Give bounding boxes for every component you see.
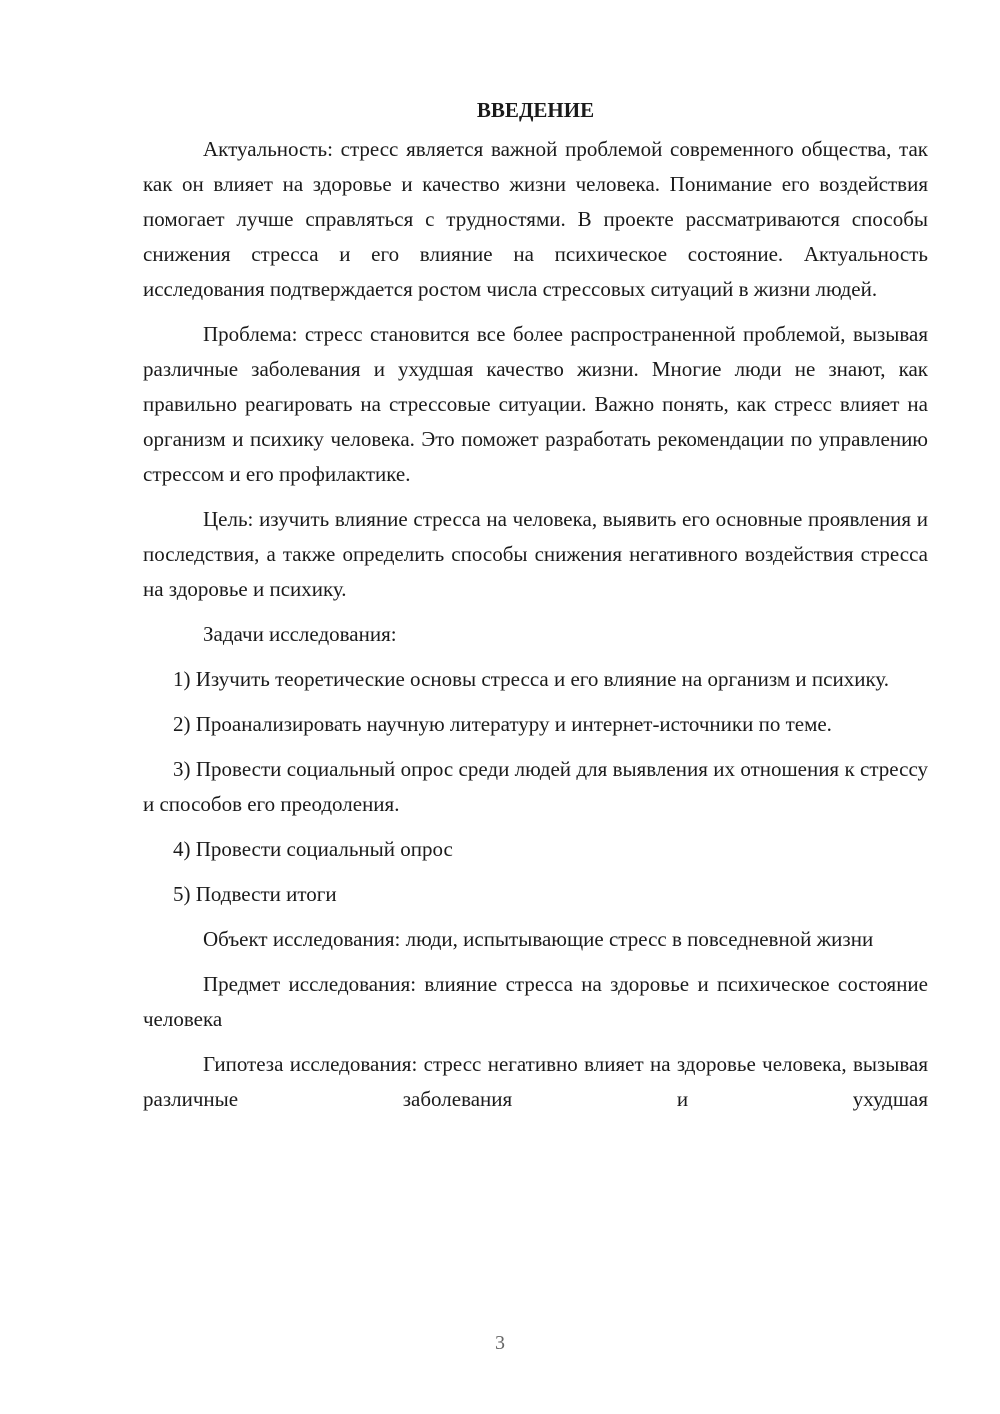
tasks-title: Задачи исследования: <box>203 622 397 646</box>
task-item: 4) Провести социальный опрос <box>173 837 453 861</box>
goal-paragraph: Цель: изучить влияние стресса на человека, выявить его основные проявления и последствия, а также определить способы снижения негативного воздействия стресса на здоровье и психику. <box>143 507 928 601</box>
hypothesis-paragraph: Гипотеза исследования: стресс негативно влияет на здоровье человека, вызывая различные заболевания и ухудшая <box>143 1052 928 1111</box>
object-paragraph: Объект исследования: люди, испытывающие стресс в повседневной жизни <box>203 927 874 951</box>
task-item: 3) Провести социальный опрос среди людей для выявления их отношения к стрессу и способов его преодоления. <box>143 757 928 816</box>
document-page <box>143 92 928 1127</box>
section-heading: ВВЕДЕНИЕ <box>476 98 595 122</box>
page-number: 3 <box>495 1332 505 1354</box>
subject-paragraph: Предмет исследования: влияние стресса на здоровье и психическое состояние человека <box>143 972 928 1031</box>
task-item: 2) Проанализировать научную литературу и интернет-источники по теме. <box>173 712 832 736</box>
task-item: 5) Подвести итоги <box>173 882 337 906</box>
relevance-paragraph: Актуальность: стресс является важной проблемой современного общества, так как он влияет на здоровье и качество жизни человека. Понимание его воздействия помогает лучше справляться с трудностями. В проекте рассматриваются способы снижения стресса и его влияние на психическое состояние. Актуальность исследования подтверждается ростом числа стрессовых ситуаций в жизни людей. <box>143 137 928 301</box>
task-item: 1) Изучить теоретические основы стресса и его влияние на организм и психику. <box>173 667 890 691</box>
problem-paragraph: Проблема: стресс становится все более распространенной проблемой, вызывая различные заболевания и ухудшая качество жизни. Многие люди не знают, как правильно реагировать на стрессовые ситуации. Важно понять, как стресс влияет на организм и психику человека. Это поможет разработать рекомендации по управлению стрессом и его профилактике. <box>143 322 928 486</box>
